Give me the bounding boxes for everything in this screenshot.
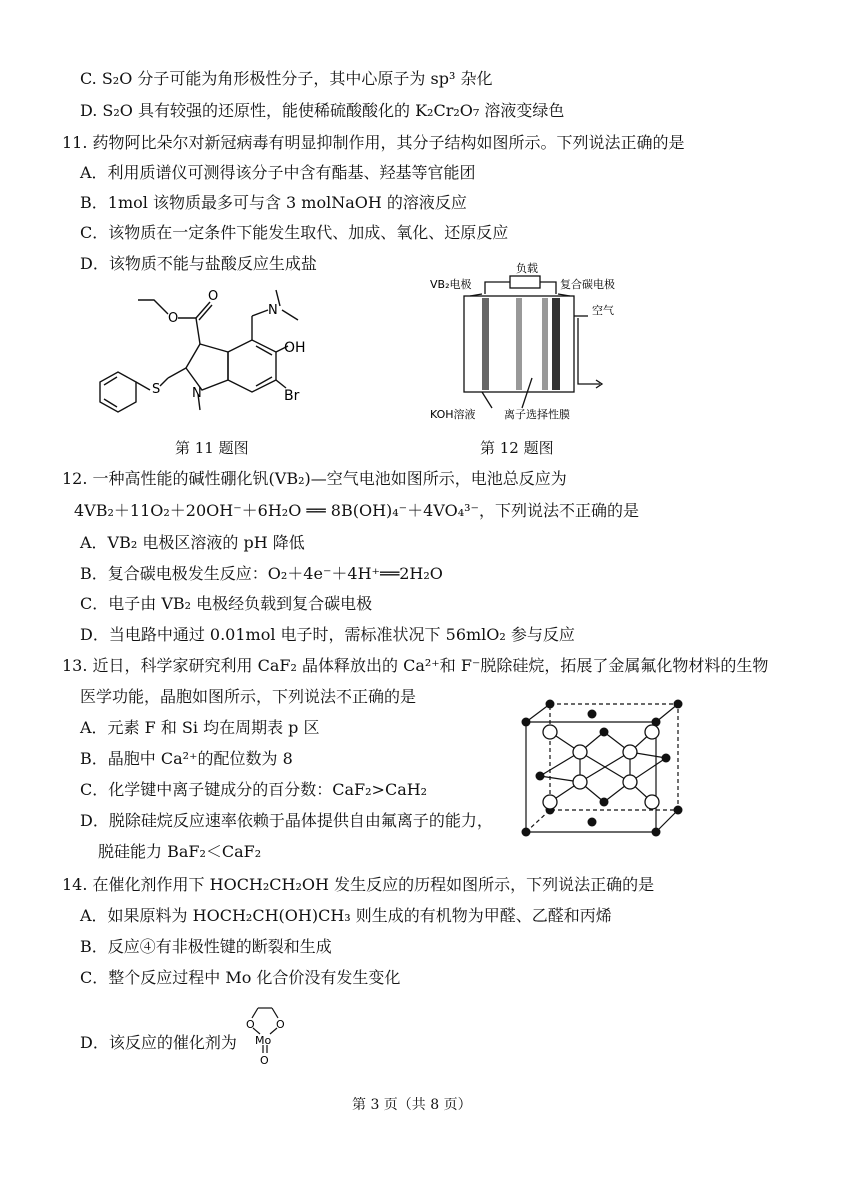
q13-option-c: C．化学键中离子键成分的百分数：CaF₂>CaH₂	[80, 780, 428, 799]
q11-label-s: S	[152, 382, 161, 397]
q12-option-d: D．当电路中通过 0.01mol 电子时，需标准状况下 56mlO₂ 参与反应	[80, 625, 575, 644]
q12-vb2-electrode	[482, 298, 489, 390]
q11-label-oh: OH	[284, 340, 306, 356]
q14-catalyst-structure	[240, 1000, 296, 1070]
q12-label-carbon: 复合碳电极	[560, 278, 615, 291]
q14-option-c: C．整个反应过程中 Mo 化合价没有发生变化	[80, 968, 401, 987]
q14-label-mo: Mo	[255, 1034, 272, 1047]
q12-option-a: A．VB₂ 电极区溶液的 pH 降低	[80, 533, 305, 552]
q12-label-load: 负载	[516, 262, 538, 275]
q11-option-c: C．该物质在一定条件下能发生取代、加成、氧化、还原反应	[80, 223, 509, 242]
q12-option-b: B．复合碳电极发生反应：O₂＋4e⁻＋4H⁺══2H₂O	[80, 564, 443, 583]
q13-stem-line2: 医学功能，晶胞如图所示，下列说法不正确的是	[80, 687, 417, 706]
q11-option-d: D．该物质不能与盐酸反应生成盐	[80, 254, 317, 273]
q11-option-a: A．利用质谱仪可测得该分子中含有酯基、羟基等官能团	[80, 163, 476, 182]
q10-option-d: D. S₂O 具有较强的还原性，能使稀硫酸酸化的 K₂Cr₂O₇ 溶液变绿色	[80, 101, 565, 120]
q11-label-n-ring: N	[192, 386, 202, 401]
q14-option-b: B．反应④有非极性键的断裂和生成	[80, 937, 332, 956]
q11-caption: 第 11 题图	[175, 439, 249, 457]
q12-stem-line2: 4VB₂＋11O₂＋20OH⁻＋6H₂O ══ 8B(OH)₄⁻＋4VO₄³⁻，下列说法不正确的是	[74, 501, 639, 520]
q12-label-vb2: VB₂电极	[430, 278, 472, 291]
q12-battery-figure	[430, 258, 650, 428]
q11-label-n-amine: N	[268, 303, 278, 318]
q13-stem-line1: 13. 近日，科学家研究利用 CaF₂ 晶体释放出的 Ca²⁺和 F⁻脱除硅烷，拓展了金属氟化物材料的生物	[62, 656, 769, 675]
q12-caption: 第 12 题图	[480, 439, 554, 457]
q12-membrane-left	[516, 298, 522, 390]
q14-label-o-bottom: O	[260, 1054, 269, 1067]
q12-option-c: C．电子由 VB₂ 电极经负载到复合碳电极	[80, 594, 373, 613]
q11-label-br: Br	[284, 388, 300, 404]
q13-option-d-line2: 脱硅能力 BaF₂＜CaF₂	[98, 842, 262, 861]
q14-label-o-right: O	[276, 1018, 285, 1031]
q13-option-a: A．元素 F 和 Si 均在周期表 p 区	[80, 718, 320, 737]
q11-label-o2: O	[208, 289, 219, 304]
q11-label-o1: O	[168, 311, 179, 326]
q11-molecule-figure	[88, 282, 318, 432]
q12-label-membrane: 离子选择性膜	[504, 408, 570, 421]
q12-stem-line1: 12. 一种高性能的碱性硼化钒(VB₂)—空气电池如图所示，电池总反应为	[62, 469, 567, 488]
q14-option-d: D．该反应的催化剂为	[80, 1033, 237, 1052]
q10-option-c: C. S₂O 分子可能为角形极性分子，其中心原子为 sp³ 杂化	[80, 69, 493, 88]
page-footer: 第 3 页（共 8 页）	[352, 1097, 472, 1113]
q12-membrane-right	[542, 298, 548, 390]
q13-option-d-line1: D．脱除硅烷反应速率依赖于晶体提供自由氟离子的能力，	[80, 811, 493, 830]
q14-option-a: A．如果原料为 HOCH₂CH(OH)CH₃ 则生成的有机物为甲醛、乙醛和丙烯	[80, 906, 612, 925]
q12-label-koh: KOH溶液	[430, 408, 476, 421]
q13-option-b: B．晶胞中 Ca²⁺的配位数为 8	[80, 749, 293, 768]
q12-carbon-electrode	[552, 298, 560, 390]
q12-label-air: 空气	[592, 304, 614, 317]
q11-stem: 11. 药物阿比朵尔对新冠病毒有明显抑制作用，其分子结构如图所示。下列说法正确的是	[62, 133, 685, 152]
q11-option-b: B．1mol 该物质最多可与含 3 molNaOH 的溶液反应	[80, 193, 467, 212]
q14-stem: 14. 在催化剂作用下 HOCH₂CH₂OH 发生反应的历程如图所示，下列说法正确的是	[62, 875, 655, 894]
q14-label-o-left: O	[246, 1018, 255, 1031]
q13-crystal-cell-figure	[500, 692, 700, 842]
